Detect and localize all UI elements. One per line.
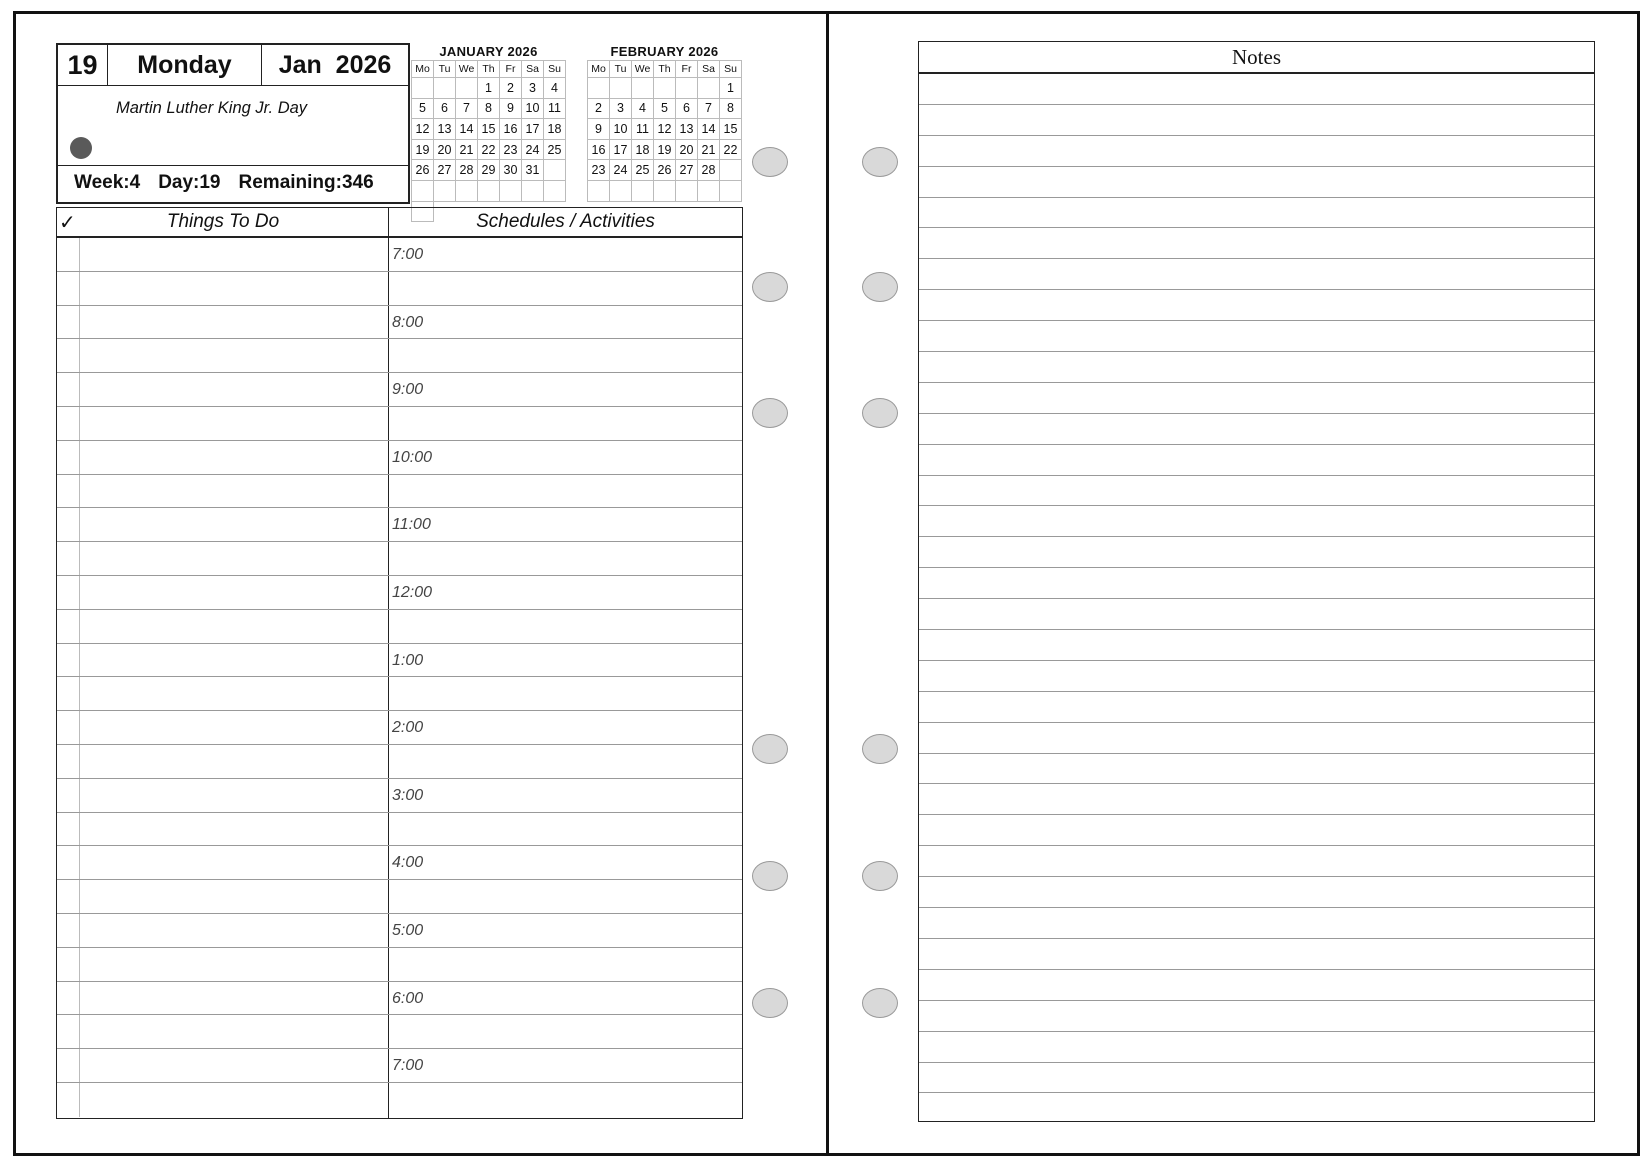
mini-calendar-day: 22: [720, 140, 742, 161]
mini-calendar-day: [632, 78, 654, 99]
mini-calendar-day: 30: [500, 160, 522, 181]
mini-calendar-day: 20: [434, 140, 456, 161]
note-line[interactable]: [919, 723, 1594, 754]
mini-calendar-day: 7: [456, 99, 478, 120]
mini-calendar-day: [544, 160, 566, 181]
mini-calendar-day: 25: [544, 140, 566, 161]
mini-calendar-day: 27: [434, 160, 456, 181]
planner-row[interactable]: [57, 1049, 742, 1083]
mini-calendar-weekday: Tu: [610, 61, 632, 78]
mini-calendar-day: 11: [544, 99, 566, 120]
mini-calendar-day: 5: [654, 99, 676, 120]
notes-section: [918, 41, 1595, 1122]
planner-row[interactable]: [57, 948, 742, 982]
planner-row[interactable]: [57, 373, 742, 407]
day-number: 19: [58, 45, 108, 86]
mini-calendar-day: 9: [588, 119, 610, 140]
mini-calendar-day: 20: [676, 140, 698, 161]
planner-row[interactable]: [57, 407, 742, 441]
note-line[interactable]: [919, 599, 1594, 630]
planner-row[interactable]: [57, 779, 742, 813]
planner-table-header: [57, 208, 742, 238]
note-line[interactable]: [919, 167, 1594, 198]
note-line[interactable]: [919, 476, 1594, 507]
mini-calendar-day: 7: [698, 99, 720, 120]
time-slot-label: 10:00: [392, 448, 433, 466]
mini-calendar-day: 4: [632, 99, 654, 120]
week-number: Week:4: [74, 172, 141, 193]
moon-phase-icon: [70, 137, 92, 159]
note-line[interactable]: [919, 630, 1594, 661]
note-line[interactable]: [919, 784, 1594, 815]
note-line[interactable]: [919, 383, 1594, 414]
planner-row[interactable]: [57, 1083, 742, 1117]
mini-calendar-day: 17: [610, 140, 632, 161]
planner-row[interactable]: [57, 306, 742, 340]
mini-calendar-day: 10: [610, 119, 632, 140]
day-of-year: Day:19: [158, 172, 221, 193]
mini-calendar-day: 23: [588, 160, 610, 181]
mini-calendar-day: 15: [720, 119, 742, 140]
mini-calendar-day: 1: [478, 78, 500, 99]
time-slot-label: 3:00: [392, 786, 424, 804]
binder-hole: [862, 272, 898, 302]
time-slot-label: 2:00: [392, 719, 424, 737]
note-line[interactable]: [919, 228, 1594, 259]
mini-calendar-day: 13: [676, 119, 698, 140]
note-line[interactable]: [919, 1063, 1594, 1094]
time-slot-label: 1:00: [392, 651, 424, 669]
planner-row[interactable]: [57, 339, 742, 373]
mini-calendar-day: 21: [698, 140, 720, 161]
mini-calendar-weekday: Mo: [412, 61, 434, 78]
binder-hole: [752, 272, 788, 302]
mini-calendar-weekday: We: [632, 61, 654, 78]
mini-calendar-january: [411, 43, 566, 222]
time-slot-label: 11:00: [392, 516, 431, 534]
mini-calendar-day: 27: [676, 160, 698, 181]
planner-row[interactable]: [57, 711, 742, 745]
notes-title: Notes: [919, 42, 1594, 74]
note-line[interactable]: [919, 939, 1594, 970]
mini-calendar-day: [698, 181, 720, 202]
mini-calendar-weekday: We: [456, 61, 478, 78]
note-line[interactable]: [919, 352, 1594, 383]
time-slot-label: 5:00: [392, 921, 424, 939]
mini-calendar-day: 3: [522, 78, 544, 99]
planner-row[interactable]: [57, 576, 742, 610]
mini-calendar-day: [698, 78, 720, 99]
mini-calendar-day: 4: [544, 78, 566, 99]
mini-calendar-day: 24: [610, 160, 632, 181]
note-line[interactable]: [919, 198, 1594, 229]
check-column-header: ✓: [59, 211, 76, 234]
mini-calendar-day: 6: [434, 99, 456, 120]
mini-calendar-weekday: Tu: [434, 61, 456, 78]
note-line[interactable]: [919, 259, 1594, 290]
time-slot-label: 4:00: [392, 854, 424, 872]
binder-hole: [862, 147, 898, 177]
note-line[interactable]: [919, 877, 1594, 908]
mini-calendar-day: 1: [720, 78, 742, 99]
binder-hole: [752, 861, 788, 891]
things-to-do-header: Things To Do: [166, 211, 280, 232]
binder-hole: [862, 734, 898, 764]
time-slot-label: 12:00: [392, 583, 433, 601]
mini-calendar-day: [412, 181, 434, 202]
note-line[interactable]: [919, 1032, 1594, 1063]
mini-calendar-weekday: Fr: [676, 61, 698, 78]
mini-calendar-day: 18: [632, 140, 654, 161]
mini-calendar-day: 6: [676, 99, 698, 120]
mini-calendar-day: [588, 181, 610, 202]
date-header: [56, 43, 410, 204]
note-line[interactable]: [919, 908, 1594, 939]
note-line[interactable]: [919, 970, 1594, 1001]
weekday-name: Monday: [108, 45, 262, 86]
mini-calendar-day: [720, 160, 742, 181]
planner-row[interactable]: [57, 745, 742, 779]
mini-calendar-day: 16: [588, 140, 610, 161]
planner-row[interactable]: [57, 846, 742, 880]
note-line[interactable]: [919, 661, 1594, 692]
mini-calendar-day: 25: [632, 160, 654, 181]
planner-rows: [57, 238, 742, 1117]
mini-calendar-day: 8: [478, 99, 500, 120]
time-slot-label: 7:00: [392, 1057, 424, 1075]
mini-calendar-day: [720, 181, 742, 202]
planner-row[interactable]: [57, 238, 742, 272]
mini-calendar-day: 15: [478, 119, 500, 140]
planner-row[interactable]: [57, 813, 742, 847]
mini-calendar-day: [588, 78, 610, 99]
mini-calendar-day: [456, 181, 478, 202]
mini-calendar-day: 29: [478, 160, 500, 181]
days-remaining: Remaining:346: [238, 172, 374, 193]
planner-row[interactable]: [57, 508, 742, 542]
binder-hole: [752, 734, 788, 764]
mini-calendar-day: 14: [698, 119, 720, 140]
planner-row[interactable]: [57, 914, 742, 948]
mini-calendar-day: 24: [522, 140, 544, 161]
planner-row[interactable]: [57, 982, 742, 1016]
mini-calendar-day: 14: [456, 119, 478, 140]
mini-calendar-day: 16: [500, 119, 522, 140]
planner-row[interactable]: [57, 441, 742, 475]
schedules-header: Schedules / Activities: [476, 211, 655, 232]
mini-calendar-day: 19: [654, 140, 676, 161]
note-line[interactable]: [919, 754, 1594, 785]
time-slot-label: 7:00: [392, 246, 424, 263]
mini-calendar-weekday: Su: [544, 61, 566, 78]
month-year: Jan 2026: [278, 51, 392, 79]
planner-row[interactable]: [57, 272, 742, 306]
mini-calendar-day: 5: [412, 99, 434, 120]
mini-calendar-day: 31: [522, 160, 544, 181]
planner-table: [56, 207, 743, 1119]
note-line[interactable]: [919, 74, 1594, 105]
mini-calendar-day: [632, 181, 654, 202]
planner-row[interactable]: [57, 610, 742, 644]
mini-calendar-day: [434, 181, 456, 202]
time-slot-label: 9:00: [392, 381, 424, 399]
note-line[interactable]: [919, 815, 1594, 846]
note-line[interactable]: [919, 321, 1594, 352]
mini-calendar-title: JANUARY 2026: [439, 44, 538, 59]
mini-calendar-weekday: Mo: [588, 61, 610, 78]
mini-calendar-weekday: Fr: [500, 61, 522, 78]
mini-calendar-grid: [411, 60, 566, 222]
mini-calendar-day: [412, 78, 434, 99]
holiday-label: Martin Luther King Jr. Day: [116, 99, 308, 117]
mini-calendar-day: 17: [522, 119, 544, 140]
mini-calendar-day: 23: [500, 140, 522, 161]
note-line[interactable]: [919, 568, 1594, 599]
mini-calendar-day: 22: [478, 140, 500, 161]
note-line[interactable]: [919, 290, 1594, 321]
planner-row[interactable]: [57, 475, 742, 509]
binder-hole: [862, 861, 898, 891]
mini-calendar-weekday: Sa: [698, 61, 720, 78]
mini-calendar-day: [654, 78, 676, 99]
mini-calendar-weekday: Su: [720, 61, 742, 78]
mini-calendar-weekday: Th: [654, 61, 676, 78]
mini-calendar-day: 18: [544, 119, 566, 140]
note-line[interactable]: [919, 1001, 1594, 1032]
mini-calendar-day: [676, 78, 698, 99]
mini-calendar-day: [610, 78, 632, 99]
day-stats: [74, 172, 374, 194]
mini-calendar-day: 21: [456, 140, 478, 161]
date-header-row: [58, 45, 408, 86]
mini-calendar-day: 12: [654, 119, 676, 140]
notes-lines: [919, 74, 1594, 1124]
mini-calendar-day: 2: [588, 99, 610, 120]
binder-hole: [862, 398, 898, 428]
mini-calendar-weekday: Th: [478, 61, 500, 78]
mini-calendar-day: 28: [698, 160, 720, 181]
mini-calendar-day: [610, 181, 632, 202]
note-line[interactable]: [919, 537, 1594, 568]
planner-row[interactable]: [57, 1015, 742, 1049]
mini-calendar-grid: [587, 60, 742, 202]
mini-calendar-day: 8: [720, 99, 742, 120]
binder-hole: [862, 988, 898, 1018]
planner-row[interactable]: [57, 644, 742, 678]
planner-row[interactable]: [57, 542, 742, 576]
mini-calendar-day: 2: [500, 78, 522, 99]
mini-calendar-day: 9: [500, 99, 522, 120]
mini-calendar-day: [478, 181, 500, 202]
note-line[interactable]: [919, 414, 1594, 445]
header-divider: [58, 165, 408, 166]
mini-calendar-day: [456, 78, 478, 99]
mini-calendar-day: 13: [434, 119, 456, 140]
mini-calendar-day: [654, 181, 676, 202]
planner-row[interactable]: [57, 677, 742, 711]
mini-calendar-day: 26: [654, 160, 676, 181]
note-line[interactable]: [919, 105, 1594, 136]
mini-calendar-day: [544, 181, 566, 202]
mini-calendar-weekday: Sa: [522, 61, 544, 78]
note-line[interactable]: [919, 136, 1594, 167]
note-line[interactable]: [919, 692, 1594, 723]
note-line[interactable]: [919, 846, 1594, 877]
mini-calendar-day: 26: [412, 160, 434, 181]
time-slot-label: 8:00: [392, 313, 424, 331]
note-line[interactable]: [919, 506, 1594, 537]
mini-calendar-february: [587, 43, 742, 202]
mini-calendar-day: 11: [632, 119, 654, 140]
mini-calendar-day: [676, 181, 698, 202]
mini-calendar-day: 19: [412, 140, 434, 161]
mini-calendar-day: 12: [412, 119, 434, 140]
mini-calendar-day: [500, 181, 522, 202]
mini-calendar-title: FEBRUARY 2026: [610, 44, 719, 59]
binder-hole: [752, 988, 788, 1018]
mini-calendar-day: [522, 181, 544, 202]
binder-hole: [752, 398, 788, 428]
mini-calendar-day: 3: [610, 99, 632, 120]
mini-calendar-day: 10: [522, 99, 544, 120]
binder-hole: [752, 147, 788, 177]
mini-calendar-day: 28: [456, 160, 478, 181]
note-line[interactable]: [919, 445, 1594, 476]
note-line[interactable]: [919, 1093, 1594, 1124]
planner-row[interactable]: [57, 880, 742, 914]
time-slot-label: 6:00: [392, 989, 424, 1007]
mini-calendar-day: [434, 78, 456, 99]
